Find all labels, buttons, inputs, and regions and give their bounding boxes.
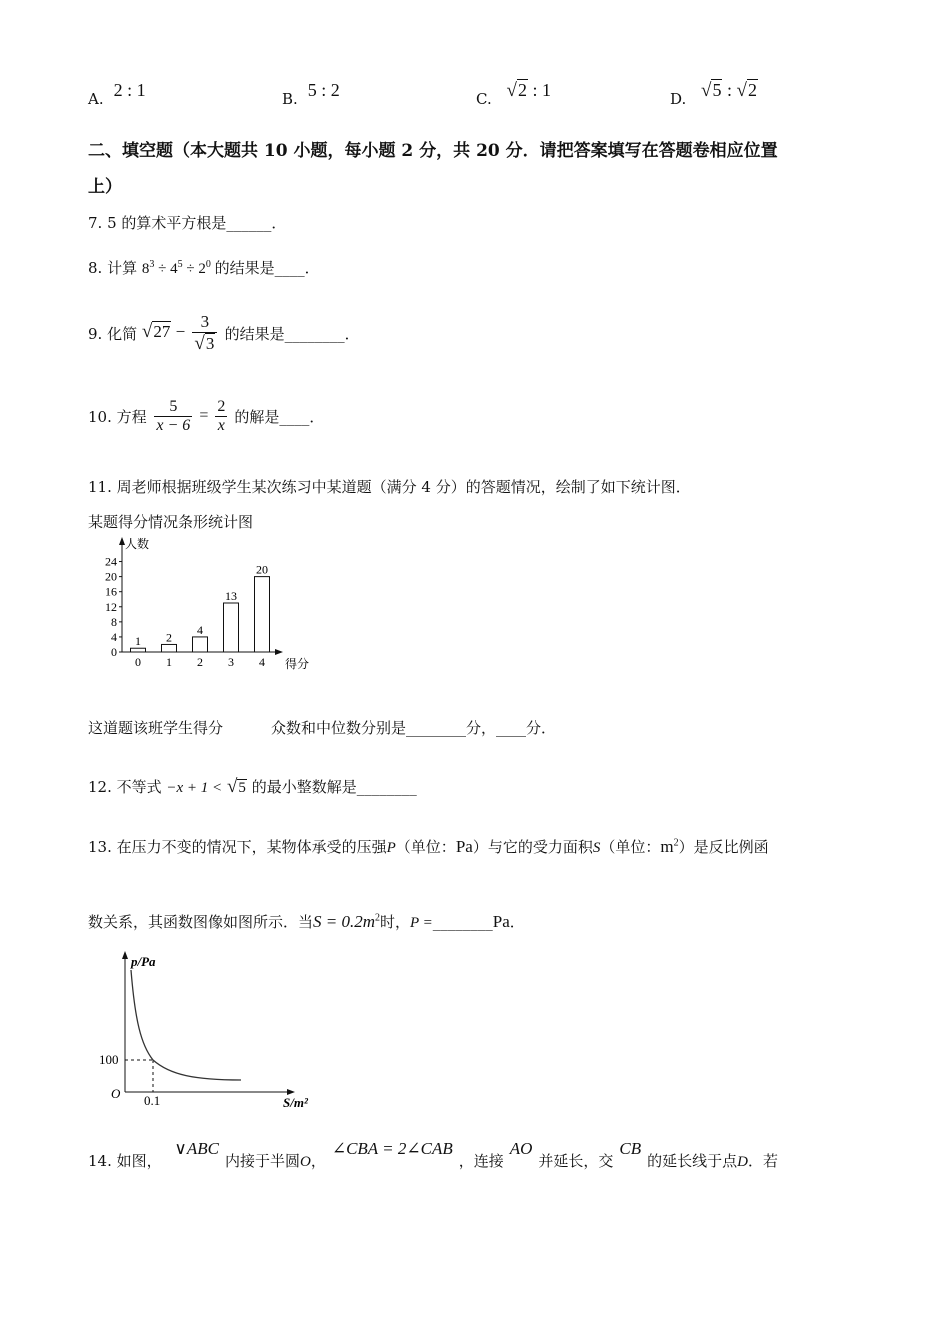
q-text: （单位： [600, 838, 661, 856]
data-label: 20 [256, 562, 268, 577]
q-text: ）是反比例函 [678, 838, 769, 856]
question-13-line1 [88, 836, 769, 857]
data-label: 4 [197, 622, 203, 637]
sqrt: √5 [701, 80, 722, 101]
unit-pa: Pa [492, 912, 510, 931]
y-tick-label: 12 [105, 599, 117, 614]
origin-label: O [111, 1086, 121, 1101]
radicand: 27 [153, 322, 171, 342]
condition [313, 912, 380, 931]
data-label: 13 [225, 589, 237, 603]
option-letter: B. [282, 90, 298, 108]
q-tail: 的解是____． [234, 408, 325, 426]
y-axis-label: 人数 [125, 537, 150, 551]
triangle-abc: ∨ABC [174, 1139, 219, 1158]
x-tick-label: 0.1 [144, 1093, 161, 1108]
radicand: 2 [747, 80, 757, 100]
sqrt: √2 [736, 80, 757, 101]
fraction [215, 398, 227, 435]
bar [193, 637, 208, 652]
math-expr [141, 312, 225, 354]
sqrt: √5 [226, 776, 246, 797]
option-d [670, 80, 758, 110]
ratio-colon: : [726, 80, 732, 100]
exponent: 2 [375, 912, 381, 924]
x-axis-label: S/m² [283, 1095, 308, 1110]
question-9 [88, 312, 360, 355]
base: 2 [198, 261, 206, 277]
segment-ao: AO [509, 1139, 533, 1158]
fraction [154, 398, 192, 435]
y-tick-label: 0 [111, 645, 117, 659]
numerator: 5 [169, 398, 178, 415]
angle-relation: ∠CBA = 2∠CAB [331, 1139, 453, 1158]
option-value: 2 : 1 [113, 80, 146, 100]
question-10 [88, 398, 324, 435]
unit-pa: Pa [455, 837, 473, 856]
y-axis-label: p/Pa [131, 954, 156, 969]
math-expr: −x + 1 < [166, 780, 223, 796]
radicand: 5 [238, 780, 246, 796]
math-expr [142, 261, 215, 277]
q-tail: 的结果是____． [214, 259, 320, 277]
var-s: S [592, 840, 601, 856]
numerator: 3 [200, 312, 210, 331]
ratio-rest: : 1 [532, 80, 551, 100]
x-axis-arrow [275, 649, 283, 655]
q-text: 众数和中位数分别是________分，____分． [271, 719, 557, 737]
operator: ÷ [158, 261, 167, 277]
hyperbola-curve [131, 970, 241, 1080]
section-heading-line1: 二、填空题（本大题共 10 小题，每小题 2 分，共 20 分．请把答案填写在答题卷相应位置 [88, 141, 778, 161]
question-12 [88, 776, 417, 798]
option-letter: D. [670, 90, 687, 108]
point-d: D [737, 1154, 749, 1170]
exponent: 0 [205, 259, 211, 270]
section-heading-line2: 上） [88, 177, 122, 197]
question-8 [88, 257, 320, 278]
q-text: 时， [380, 913, 411, 931]
q-text: 并延长，交 [538, 1152, 614, 1170]
sqrt: √27 [141, 321, 171, 343]
x-tick-label: 4 [259, 655, 265, 669]
x-axis-label: 得分 [285, 657, 310, 671]
x-tick-label: 0 [135, 655, 141, 669]
radicand: 3 [205, 334, 215, 353]
base: 4 [170, 261, 178, 277]
option-value: 5 : 2 [307, 80, 340, 100]
x-tick-label: 2 [197, 655, 203, 669]
math-expr [151, 398, 234, 434]
var-p: P [386, 840, 396, 856]
option-a [88, 80, 146, 109]
q-label: 8. 计算 [88, 259, 138, 277]
radicand: 2 [517, 80, 527, 100]
bar [131, 648, 146, 652]
option-value [701, 80, 758, 100]
exponent: 5 [177, 259, 183, 270]
unit-base: m [660, 837, 674, 856]
fraction [192, 312, 217, 355]
y-axis-arrow [122, 951, 128, 959]
denominator: √3 [192, 332, 217, 355]
q-text: （单位： [395, 838, 456, 856]
exponent: 2 [673, 837, 679, 849]
q-text: 数关系，其函数图像如图所示．当 [88, 913, 314, 931]
q-text: 13. 在压力不变的情况下，某物体承受的压强 [88, 838, 387, 856]
option-value [507, 80, 551, 100]
question-7: 7. 5 的算术平方根是______． [88, 214, 287, 232]
option-letter: A. [88, 90, 104, 108]
radicand: 5 [712, 80, 722, 100]
question-14 [88, 1139, 779, 1171]
q-label: 9. 化简 [88, 325, 138, 343]
question-13-line2 [88, 911, 525, 932]
var-o: O [299, 1154, 311, 1170]
question-11-followup [88, 717, 556, 738]
option-b [282, 80, 340, 109]
option-letter: C. [476, 90, 492, 108]
q-text: ． [509, 913, 525, 931]
q-text: ， [310, 1152, 326, 1170]
operator: ÷ [186, 261, 195, 277]
q-text: ，连接 [458, 1152, 504, 1170]
segment-cb: CB [619, 1139, 642, 1158]
q-text: 的延长线于点 [647, 1152, 738, 1170]
data-label: 1 [135, 634, 141, 649]
q-text: ．若 [748, 1152, 779, 1170]
sqrt: √2 [506, 80, 527, 101]
y-tick-label: 20 [105, 569, 117, 584]
inverse-proportion-graph [95, 950, 335, 1110]
data-label: 2 [166, 630, 172, 645]
denominator: x [215, 416, 227, 435]
option-c [476, 80, 551, 110]
y-tick-label: 100 [99, 1052, 119, 1067]
x-tick-label: 3 [228, 655, 234, 669]
bar-chart [95, 534, 325, 674]
y-tick-label: 16 [105, 584, 117, 599]
x-tick-label: 1 [166, 655, 172, 669]
operator: − [175, 322, 186, 342]
q-label: 10. 方程 [88, 408, 147, 426]
q-text: 这道题该班学生得分 [88, 719, 224, 737]
y-tick-label: 8 [111, 614, 117, 629]
q-label: 12. 不等式 [88, 778, 162, 796]
q-text: ）与它的受力面积 [472, 838, 593, 856]
condition-expr: S = 0.2m [313, 912, 376, 931]
y-tick-label: 24 [105, 554, 117, 569]
exponent: 3 [149, 259, 155, 270]
p-equals: P = [410, 915, 433, 931]
question-11: 11. 周老师根据班级学生某次练习中某道题（满分 4 分）的答题情况，绘制了如下统计图． [88, 478, 691, 496]
q-label: 14. 如图， [88, 1152, 162, 1170]
bar [162, 644, 177, 652]
q-text: 内接于半圆 [224, 1152, 300, 1170]
denominator: x − 6 [156, 417, 191, 434]
y-tick-label: 4 [111, 629, 117, 644]
answer-blank: ________ [432, 913, 493, 931]
numerator: 2 [217, 398, 226, 415]
base: 8 [141, 261, 150, 277]
q-tail: 的结果是________． [224, 325, 360, 343]
operator: = [199, 407, 209, 425]
bar [224, 603, 239, 652]
bar [255, 577, 270, 652]
unit-m2 [660, 837, 678, 856]
chart-title: 某题得分情况条形统计图 [88, 513, 254, 531]
q-tail: 的最小整数解是________ [251, 778, 417, 796]
